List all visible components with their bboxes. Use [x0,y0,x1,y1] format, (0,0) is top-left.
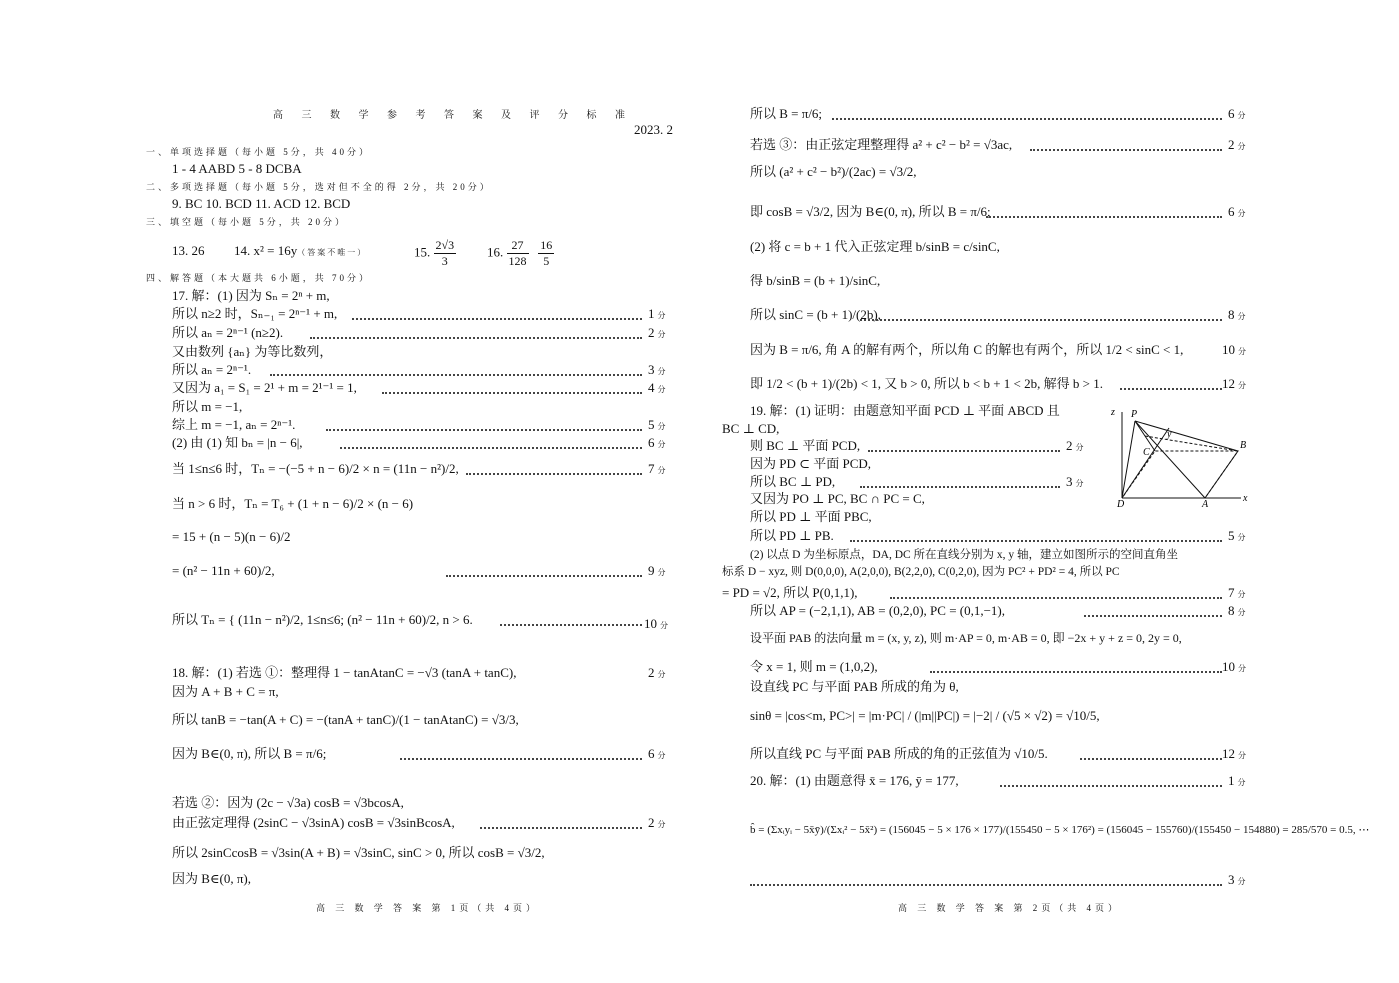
answer-14: 14. x² = 16y（答案不唯一） [234,243,368,258]
dot-leader [890,597,1222,599]
answer-16: 16. $\frac{27}{128}$ $\frac{16}{5}$ [487,238,553,268]
solution-line: 所以 2sinCcosB = √3sin(A + B) = √3sinC, sinC > 0, 所以 cosB = √3/2, [172,845,545,860]
score-mark: 3 分 [648,362,666,377]
solution-line: = (n² − 11n + 60)/2, [172,563,275,578]
solution-line: 设直线 PC 与平面 PAB 所成的角为 θ, [750,679,959,694]
section-2-title: 二、多项选择题（每小题 5分，选对但不全的得 2分，共 20分） [146,182,492,192]
exam-date: 2023. 2 [634,122,673,137]
footer-page-2: 高 三 数 学 答 案 第 2页（共 4页） [898,903,1122,913]
solution-line: 所以 n≥2 时，Sₙ₋₁ = 2ⁿ⁻¹ + m, [172,306,338,321]
section-4-title: 四、解答题（本大题共 6小题，共 70分） [146,273,372,283]
figure-label-z: z [1111,407,1115,418]
score-mark: 1 分 [1228,773,1246,788]
solution-line: (2) 将 c = b + 1 代入正弦定理 b/sinB = c/sinC, [750,239,1000,254]
score-mark: 2 分 [1228,137,1246,152]
section-2-answers: 9. BC 10. BCD 11. ACD 12. BCD [172,196,351,211]
dot-leader [750,884,1222,886]
score-mark: 3 分 [1066,474,1084,489]
dot-leader [446,575,642,577]
solution-line: 因为 B = π/6, 角 A 的解有两个，所以角 C 的解也有两个，所以 1/2 < sinC < 1, [750,342,1184,357]
dot-leader [466,473,642,475]
score-mark: 12 分 [1222,746,1246,761]
solution-line: 即 cosB = √3/2, 因为 B∈(0, π), 所以 B = π/6; [750,204,991,219]
solution-line: 因为 B∈(0, π), 所以 B = π/6; [172,746,327,761]
dot-leader [930,671,1222,673]
score-mark: 2 分 [648,325,666,340]
solution-line: 所以 PD ⊥ PB. [750,528,834,543]
solution-line: 所以 PD ⊥ 平面 PBC, [750,509,872,524]
solution-line: 所以 m = −1, [172,399,243,414]
solution-line: 20. 解：(1) 由题意得 x̄ = 176, ȳ = 177, [750,773,959,788]
score-mark: 2 分 [1066,438,1084,453]
dot-leader [270,374,642,376]
solution-line: 所以 BC ⊥ PD, [750,474,836,489]
solution-line: 所以 aₙ = 2ⁿ⁻¹ (n≥2). [172,325,284,340]
score-mark: 6 分 [648,435,666,450]
solution-line: sinθ = |cos<m, PC>| = |m·PC| / (|m||PC|) = |−2| / (√5 × √2) = √10/5, [750,708,1100,723]
solution-line: 所以 AP = (−2,1,1), AB = (0,2,0), PC = (0,1,−1), [750,603,1006,618]
dot-leader [1080,758,1222,760]
score-mark: 6 分 [648,746,666,761]
solution-line: 由正弦定理得 (2sinC − √3sinA) cosB = √3sinBcosA, [172,815,455,830]
dot-leader [850,540,1222,542]
score-mark: 4 分 [648,380,666,395]
solution-line: 所以 tanB = −tan(A + C) = −(tanA + tanC)/(1 − tanAtanC) = √3/3, [172,712,519,727]
solution-line: 因为 A + B + C = π, [172,684,279,699]
dot-leader [400,758,642,760]
dot-leader [986,216,1222,218]
figure-label-b: B [1240,440,1247,451]
solution-line: 综上 m = −1, aₙ = 2ⁿ⁻¹. [172,417,296,432]
figure-label-a: A [1202,499,1209,508]
footer-page-1: 高 三 数 学 答 案 第 1页（共 4页） [316,903,540,913]
page-left [0,0,699,983]
score-mark: 8 分 [1228,307,1246,322]
solution-line: 所以直线 PC 与平面 PAB 所成的角的正弦值为 √10/5. [750,746,1048,761]
score-mark: 7 分 [648,461,666,476]
score-mark: 10 分 [1222,659,1246,674]
solution-line: 则 BC ⊥ 平面 PCD, [750,438,861,453]
page-right [700,0,1399,983]
dot-leader [352,318,642,320]
score-mark: 12 分 [1222,376,1246,391]
figure-label-x: x [1243,493,1248,504]
score-mark: 5 分 [648,417,666,432]
solution-line: 因为 B∈(0, π), [172,871,252,886]
answer-13: 13. 26 [172,243,205,258]
solution-line: 当 n > 6 时，Tₙ = T₆ + (1 + n − 6)/2 × (n − 6) [172,496,414,511]
score-mark: 3 分 [1228,872,1246,887]
score-mark: 5 分 [1228,528,1246,543]
solution-line: (2) 由 (1) 知 bₙ = |n − 6|, [172,435,303,450]
solution-line: 17. 解：(1) 因为 Sₙ = 2ⁿ + m, [172,288,330,303]
dot-leader [500,624,642,626]
solution-line: 所以 Tₙ = { (11n − n²)/2, 1≤n≤6; (n² − 11n + 60)/2, n > 6. [172,612,473,627]
section-1-answers: 1 - 4 AABD 5 - 8 DCBA [172,161,302,176]
dot-leader [382,392,642,394]
solution-line: = PD = √2, 所以 P(0,1,1), [722,585,858,600]
score-mark: 1 分 [648,306,666,321]
solution-line: 即 1/2 < (b + 1)/(2b) < 1, 又 b > 0, 所以 b < b + 1 < 2b, 解得 b > 1. [750,376,1103,391]
dot-leader [868,450,1060,452]
answer-15: 15. $\frac{2√3}{3}$ [414,238,455,268]
dot-leader [832,118,1222,120]
dot-leader [310,337,642,339]
solution-line: 设平面 PAB 的法向量 m = (x, y, z), 则 m·AP = 0, m·AB = 0, 即 −2x + y + z = 0, 2y = 0, [750,631,1182,645]
figure-label-d: D [1117,499,1125,508]
figure-label-y: y [1167,429,1172,440]
dot-leader [1000,785,1222,787]
solution-line: 19. 解：(1) 证明：由题意知平面 PCD ⊥ 平面 ABCD 且 [750,403,1060,418]
solution-line: 又因为 a₁ = S₁ = 2¹ + m = 2¹⁻¹ = 1, [172,380,357,395]
solution-line: 18. 解：(1) 若选 ①：整理得 1 − tanAtanC = −√3 (tanA + tanC), [172,665,517,680]
figure-label-c: C [1143,447,1150,458]
dot-leader [1030,149,1222,151]
section-1-title: 一、单项选择题（每小题 5分，共 40分） [146,147,372,157]
page-title: 高 三 数 学 参 考 答 案 及 评 分 标 准 [273,110,633,121]
dot-leader [860,486,1060,488]
solution-line: 所以 B = π/6; [750,106,823,121]
solution-line: 标系 D − xyz, 则 D(0,0,0), A(2,0,0), B(2,2,0), C(0,2,0), 因为 PC² + PD² = 4, 所以 PC [722,566,1120,578]
score-mark: 10 分 [1222,342,1246,357]
score-mark: 6 分 [1228,106,1246,121]
dot-leader [860,319,1222,321]
solution-line: 所以 (a² + c² − b²)/(2ac) = √3/2, [750,164,917,179]
solution-line: b̂ = (Σxᵢyᵢ − 5x̄ȳ)/(Σxᵢ² − 5x̄²) = (156045 − 5 × 176 × 177)/(155450 − 5 × 176²) = (156045 − 155760)/(155450 − 154880) = 285/570 = 0.5, ⋯ [750,824,1370,836]
dot-leader [1120,388,1222,390]
solution-line: = 15 + (n − 5)(n − 6)/2 [172,529,291,544]
dot-leader [340,447,642,449]
dot-leader [1084,615,1222,617]
solution-line: 因为 PD ⊂ 平面 PCD, [750,456,872,471]
solution-line: 所以 aₙ = 2ⁿ⁻¹. [172,362,252,377]
solution-line: BC ⊥ CD, [722,421,780,436]
figure-label-p: P [1131,409,1138,420]
solution-line: 又因为 PO ⊥ PC, BC ∩ PC = C, [750,491,925,506]
score-mark: 9 分 [648,563,666,578]
solution-line: 若选 ③：由正弦定理整理得 a² + c² − b² = √3ac, [750,137,1013,152]
dot-leader [480,827,642,829]
score-mark: 8 分 [1228,603,1246,618]
solution-line: 令 x = 1, 则 m = (1,0,2), [750,659,878,674]
solution-line: 得 b/sinB = (b + 1)/sinC, [750,273,881,288]
solution-line: (2) 以点 D 为坐标原点，DA, DC 所在直线分别为 x, y 轴，建立如图所示的空间直角坐 [750,549,1179,561]
score-mark: 7 分 [1228,585,1246,600]
solution-line: 若选 ②：因为 (2c − √3a) cosB = √3bcosA, [172,795,404,810]
score-mark: 10 分 [644,616,668,631]
dot-leader [326,429,642,431]
score-mark: 2 分 [648,815,666,830]
solution-line: 又由数列 {aₙ} 为等比数列， [172,344,333,359]
pyramid-figure [1105,404,1255,508]
section-3-title: 三、填空题（每小题 5分，共 20分） [146,217,348,227]
score-mark: 6 分 [1228,204,1246,219]
score-mark: 2 分 [648,665,666,680]
solution-line: 当 1≤n≤6 时，Tₙ = −(−5 + n − 6)/2 × n = (11n − n²)/2, [172,461,459,476]
solution-line: 所以 sinC = (b + 1)/(2b), [750,307,881,322]
